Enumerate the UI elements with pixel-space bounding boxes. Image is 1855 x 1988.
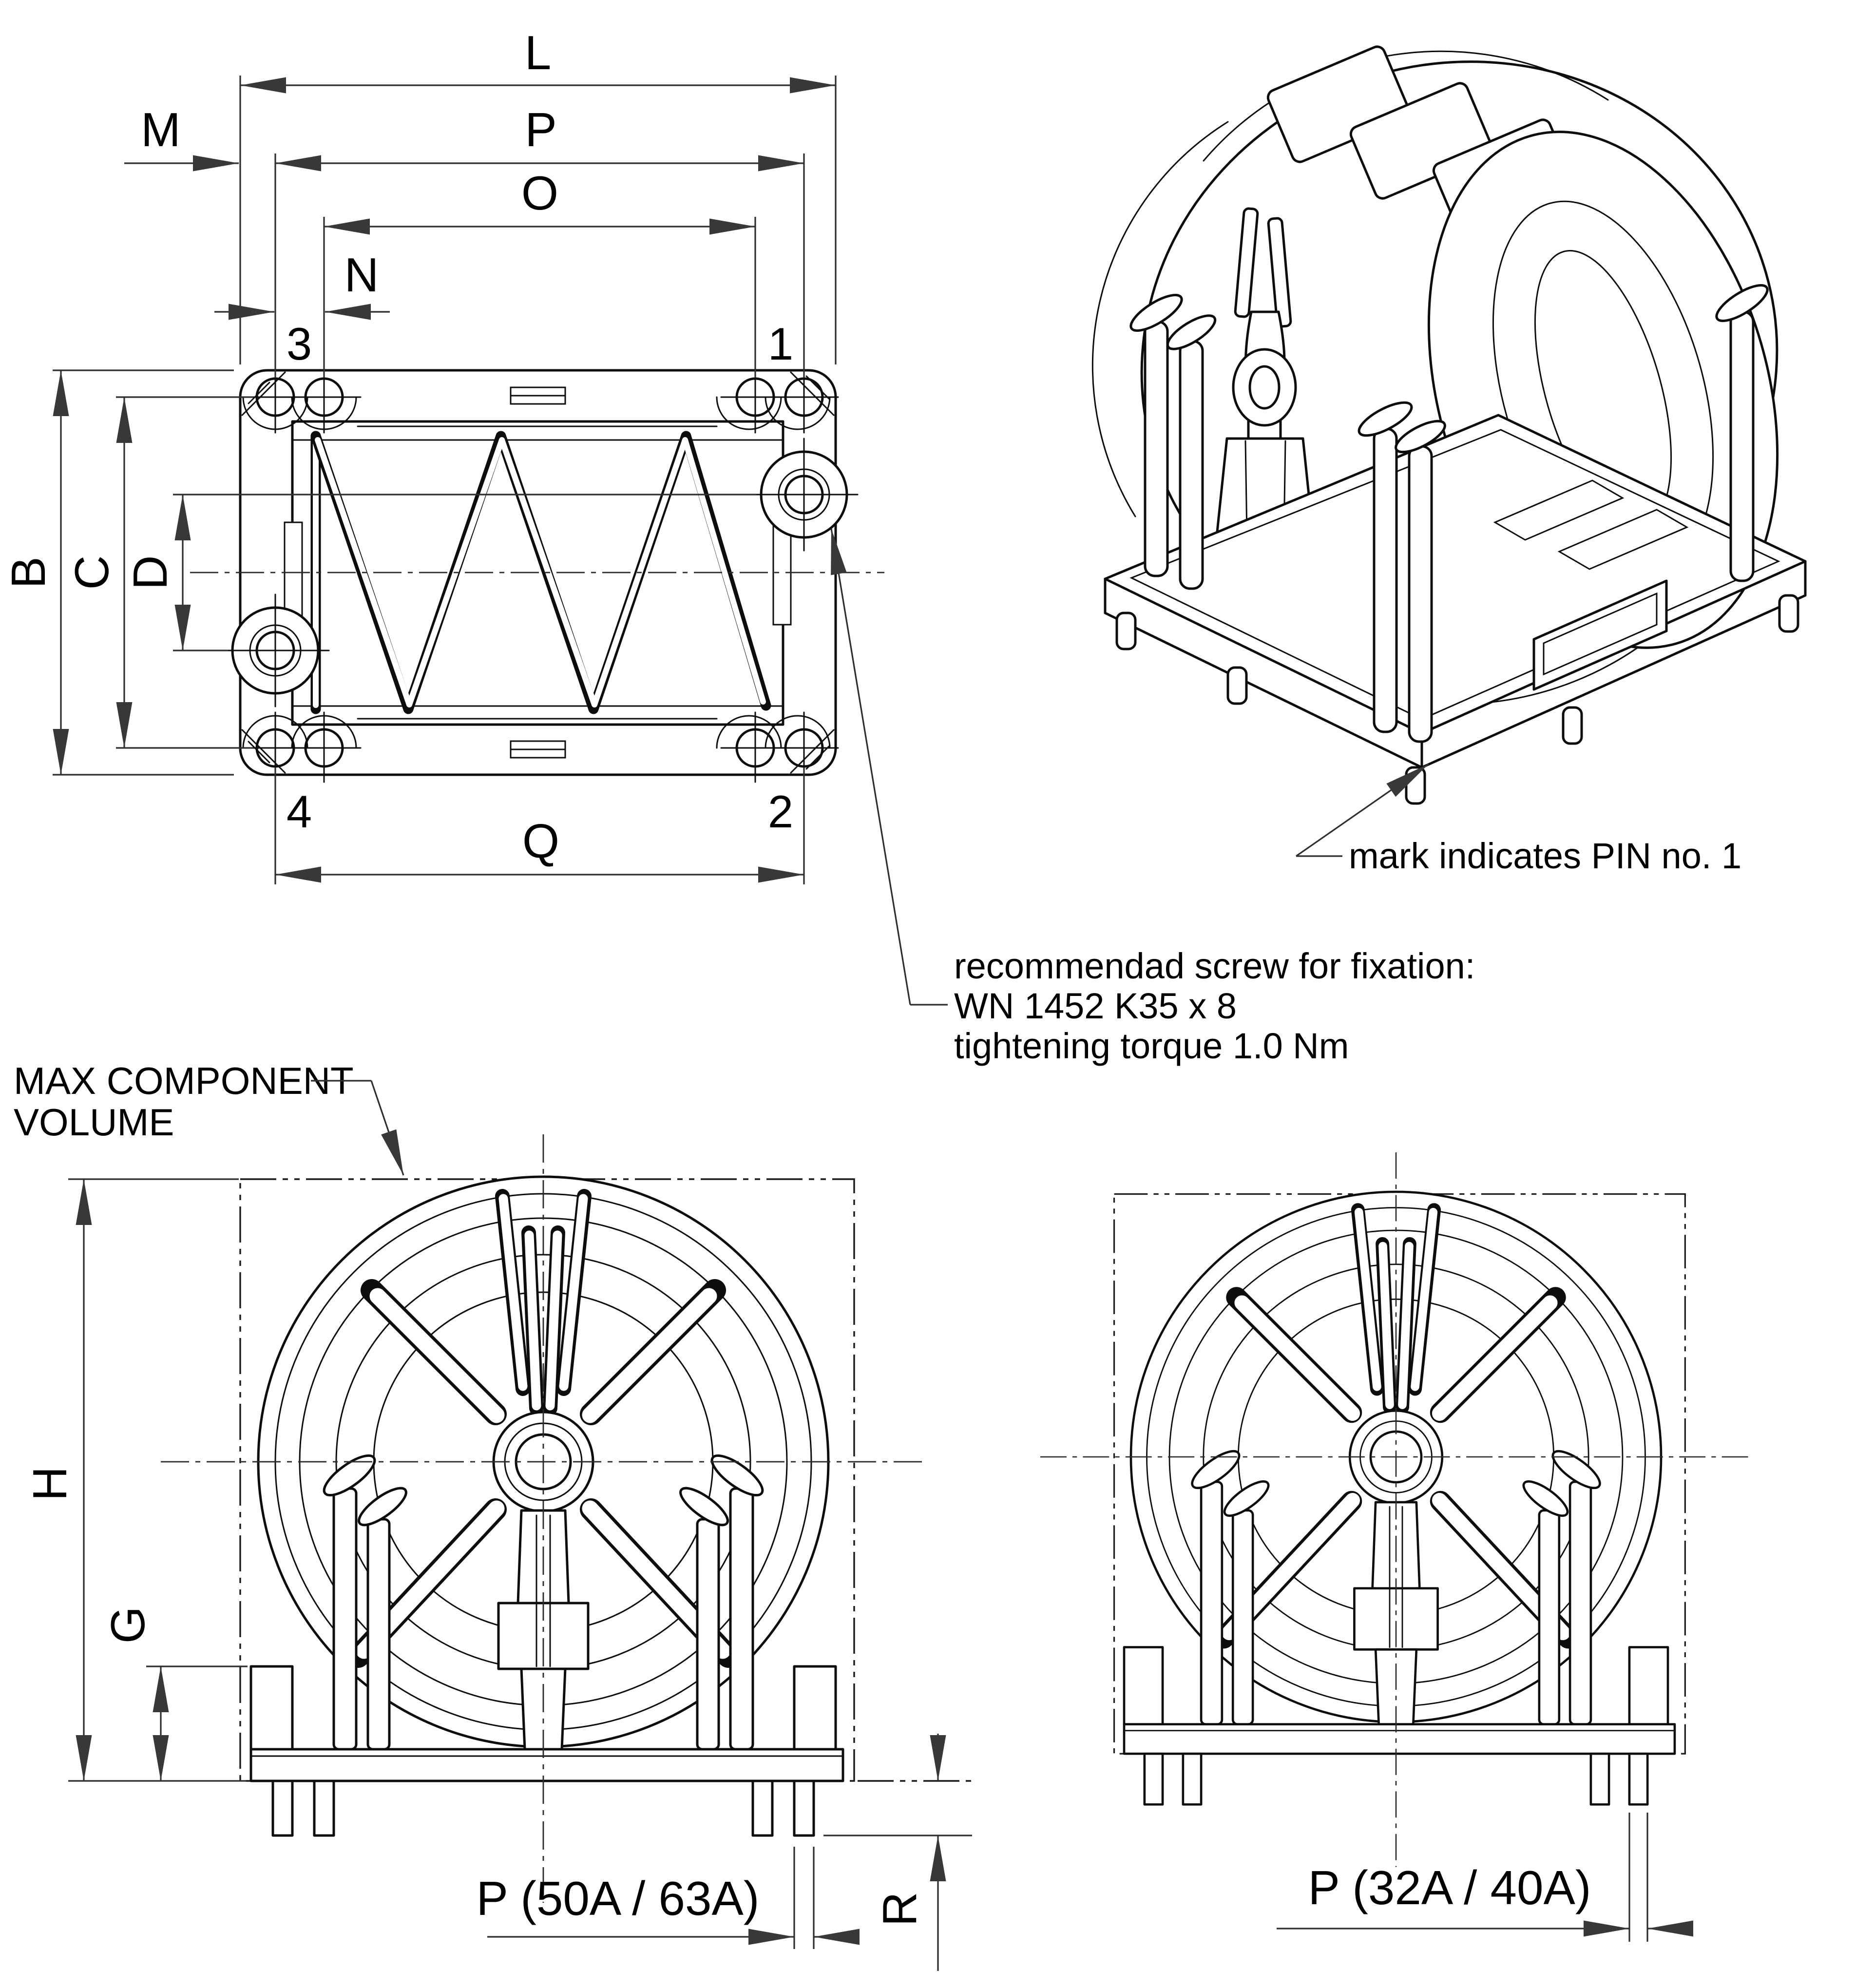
pin-number-2: 2 (767, 786, 794, 837)
dim-label-M: M (141, 103, 181, 156)
pin-number-4: 4 (286, 786, 312, 837)
max-volume-label-line2: VOLUME (14, 1101, 174, 1144)
dim-label-L: L (524, 26, 552, 79)
dim-P-32-40 (1277, 1813, 1691, 1942)
dim-label-R: R (873, 1892, 926, 1927)
pin1-note-text: mark indicates PIN no. 1 (1349, 836, 1742, 876)
fixation-note-line2: WN 1452 K35 x 8 (954, 986, 1237, 1026)
dim-label-H: H (23, 1466, 76, 1501)
dim-label-N: N (344, 248, 379, 302)
front-view-32-40 (1040, 1152, 1754, 1942)
dim-P-50-63 (476, 1847, 859, 1949)
dim-label-B: B (1, 556, 55, 589)
pin1-note (1296, 764, 1741, 876)
dim-label-P-32-40: P (32A / 40A) (1308, 1861, 1591, 1914)
dim-R (823, 1734, 972, 1971)
top-view (1, 26, 884, 884)
isometric-view (1071, 0, 1849, 876)
top-view-dimensions (1, 26, 836, 884)
front-view-50-63 (14, 1059, 972, 1971)
dim-label-D: D (123, 555, 177, 590)
dim-G (101, 1606, 248, 1781)
pin-number-3: 3 (286, 318, 312, 369)
dim-label-O: O (521, 166, 559, 220)
dim-label-Q: Q (522, 814, 560, 868)
pin-number-1: 1 (767, 318, 794, 369)
max-volume-label-line1: MAX COMPONENT (14, 1059, 354, 1102)
dim-label-P-50-63: P (50A / 63A) (476, 1872, 760, 1925)
dim-H (23, 1179, 246, 1781)
fixation-note-line1: recommendad screw for fixation: (954, 946, 1475, 986)
dim-label-C: C (65, 555, 118, 590)
fixation-note-line3: tightening torque 1.0 Nm (954, 1026, 1349, 1066)
dim-label-G: G (101, 1606, 154, 1644)
dim-label-P: P (525, 103, 557, 156)
